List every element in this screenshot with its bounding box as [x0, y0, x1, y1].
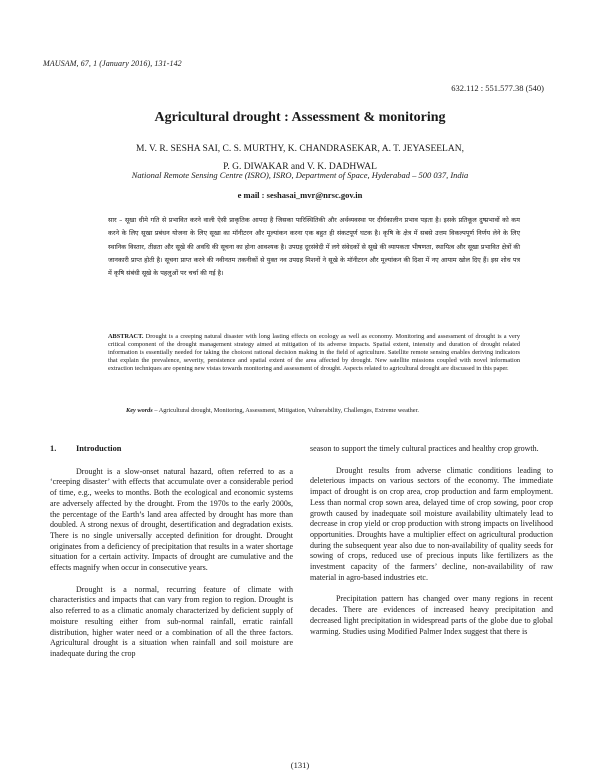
right-column [310, 444, 553, 648]
abstract-label: ABSTRACT. [108, 333, 144, 340]
keywords-label: Key words [126, 407, 153, 414]
affiliation: National Remote Sensing Centre (ISRO), ISRO, Department of Space, Hyderabad – 500 037, India [131, 170, 469, 180]
authors-line-2: P. G. DIWAKAR and V. K. DADHWAL [223, 162, 377, 172]
email-label: e mail : [237, 190, 267, 200]
left-column [50, 444, 293, 671]
keywords-text: – Agricultural drought, Monitoring, Assessment, Mitigation, Vulnerability, Challenges, Extreme weather. [152, 407, 419, 414]
article-title: Agricultural drought : Assessment & monitoring [154, 110, 446, 125]
left-paragraph-2: Drought is a normal, recurring feature of climate with characteristics and impacts that can vary from region to region. Drought is also referred to as a climatic anomaly characterized by deficient supply of moisture resulting either from sub-normal rainfall, erratic rainfall distribution, higher water need or a combination of all the three factors. Agricultural drought is a situation when rainfall and soil moisture are inadequate during the crop [50, 584, 293, 658]
abstract [108, 333, 520, 373]
right-paragraph-3: Precipitation pattern has changed over many regions in recent decades. There are evidences of increased heavy precipitation and decreased light precipitation in widespread parts of the globe due to global warming. Studies using Modified Palmer Index suggest that there is [310, 594, 553, 636]
right-paragraph-1: season to support the timely cultural practices and healthy crop growth. [310, 444, 539, 453]
page-number: (131) [290, 760, 310, 770]
section-title: Introduction [76, 444, 122, 453]
udc-number: 632.112 : 551.577.38 (540) [451, 83, 544, 93]
right-paragraph-2: Drought results from adverse climatic conditions leading to deleterious impacts on various sectors of the economy. The immediate impact of drought is on crop area, crop production and farm employment. Less than normal crop sown area, delayed time of crop sowing, poor crop growth caused by inadequate soil moisture availability ultimately lead to decrease in crop yield or crop production with strong impacts on livelihood opportunities. Droughts have a multiplier effect on agricultural production during the subsequent year also due to non-availability of quality seeds for sowing of crops, reduced use of precious inputs like fertilizers as the investment capacity of the farmers’ decline, non-availability of raw material in agro-based industries etc. [310, 465, 553, 582]
section-heading [50, 444, 293, 455]
authors-line-1: M. V. R. SESHA SAI, C. S. MURTHY, K. CHANDRASEKAR, A. T. JEYASEELAN, [136, 144, 464, 154]
section-number: 1. [50, 444, 57, 453]
email-address[interactable]: seshasai_mvr@nrsc.gov.in [266, 190, 363, 200]
abstract-text: Drought is a creeping natural disaster with long lasting effects on ecology as well as economy. Monitoring and assessment of drought is a very critical component of the drought management strategy aimed at mitigation of its adverse impacts. Spatial extent, intensity and duration of drought related information is essentially needed for taking the choicest rational decision making in the field of agriculture. Satellite remote sensing enables deriving indicators that explain the prevalence, severity, persistence and spatial extent of the area affected by drought. New satellite missions coupled with novel information extraction techniques are opening new vistas towards monitoring and assessment of drought. Aspects related to agricultural drought are discussed in this paper. [108, 333, 520, 372]
left-paragraph-1: Drought is a slow-onset natural hazard, often referred to as a ‘creeping disaster’ with effects that accumulate over a considerable period of time, e.g., weeks to months. Both the ecological and economic systems are adversely affected by the drought. From the 1970s to the early 2000s, the percentage of the Earth’s land area affected by drought has more than doubled. A strong nexus of drought, desertification and degradation exists. There is no single universally accepted definition for drought. Drought originates from a deficiency of precipitation that results in a water shortage situation for a certain activity. Impacts of drought are cumulative and the effects magnify when occur in consecutive years. [50, 466, 293, 573]
keywords [126, 407, 520, 415]
journal-reference: MAUSAM, 67, 1 (January 2016), 131-142 [43, 59, 182, 68]
email-line [0, 190, 600, 200]
hindi-abstract: सार – सूखा धीमे गति से प्रभावित करने वाली ऐसी प्राकृतिक आपदा है जिसका पारिस्थितिकी और अर्थव्यवस्था पर दीर्घकालीन प्रभाव पड़ता है। इसके प्रतिकूल दुष्प्रभावों को कम करने के लिए सूखा प्रबंधन योजना के लिए सूखा का मॉनीटरन और मूल्यांकन करना एक बहुत ही संकटपूर्ण घटक है। कृषि के क्षेत्र में सबसे उत्तम विकल्पपूर्ण निर्णय लेने के लिए स्थानिक विस्तार, तीव्रता और सूखे की अवधि की सूचना का होना आवश्यक है। उपग्रह दूरसंवेदी में लगे संवेदकों से सूखे की व्यापकता भीषणता, स्थायित्व और सूखा प्रभावित क्षेत्रों की जानकारी प्राप्त होती है। सूचना प्राप्त करने की नवीनतम तकनीकों से युक्त नव उपग्रह मिशनों ने सूखे के मॉनीटरन और मूल्यांकन की दिशा में नए आयाम खोल दिए हैं। इस शोध पत्र में कृषि संबंधी सूखे के पहलुओं पर चर्चा की गई है। [108, 216, 520, 278]
